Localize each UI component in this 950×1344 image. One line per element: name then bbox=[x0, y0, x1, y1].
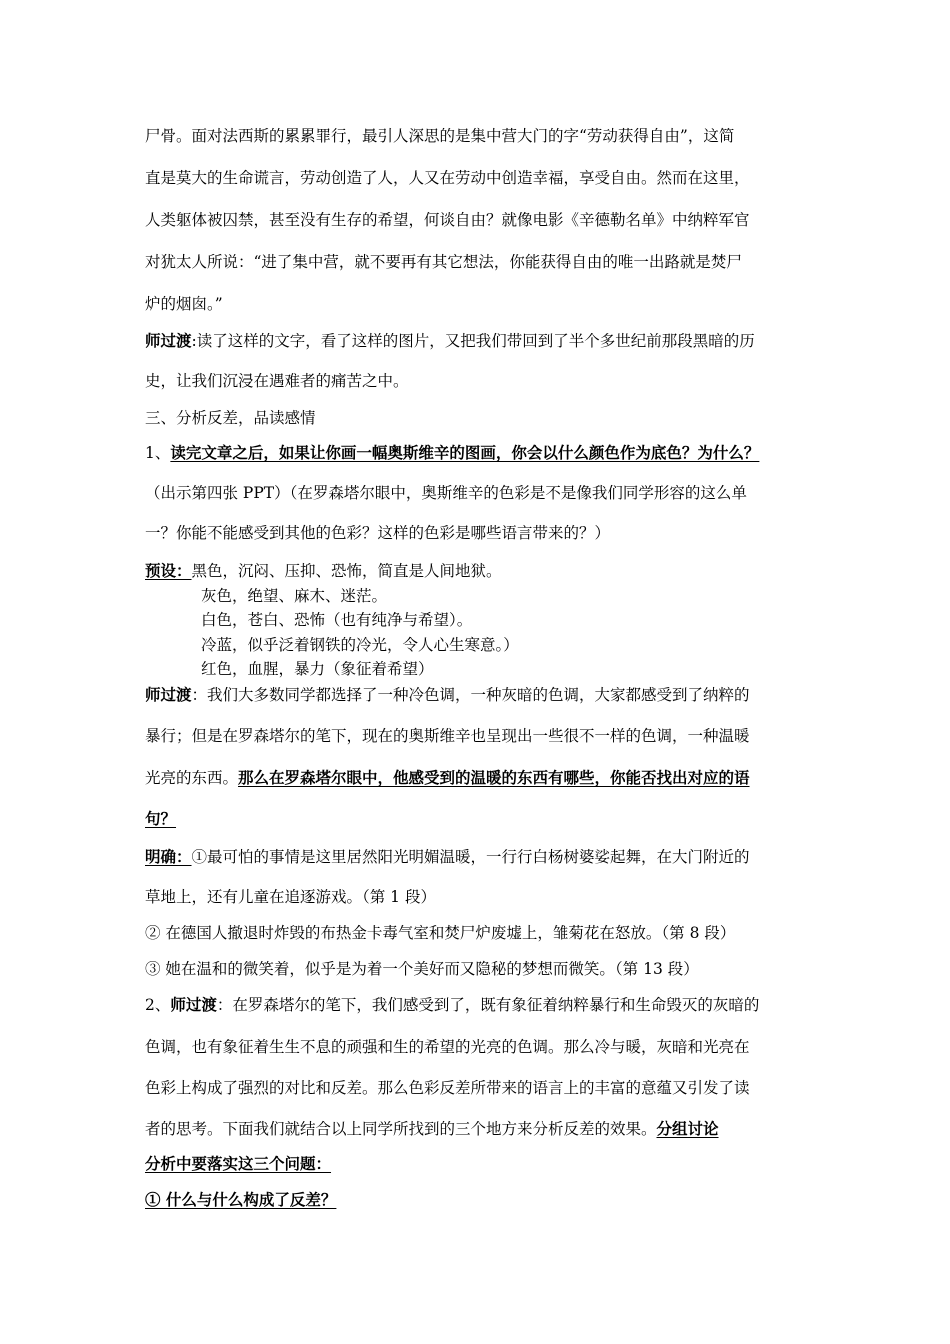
section-heading: 三、分析反差，品读感情 bbox=[145, 409, 316, 427]
preset-item: 灰色，绝望、麻木、迷茫。 bbox=[201, 587, 388, 605]
text-line: 对犹太人所说：“进了集中营，就不要再有其它想法，你能获得自由的唯一出路就是焚尸 bbox=[145, 253, 742, 271]
question-text: 读完文章之后，如果让你画一幅奥斯维辛的图画，你会以什么颜色作为底色？为什么？ bbox=[170, 443, 760, 462]
preset-label: 预设： bbox=[145, 561, 192, 580]
text-line: 色调，也有象征着生生不息的顽强和生的希望的光亮的色调。那么冷与暖，灰暗和光亮在 bbox=[145, 1038, 750, 1056]
clarify-line bbox=[145, 846, 810, 868]
text-line bbox=[145, 1189, 810, 1211]
transition-text: :读了这样的文字，看了这样的图片，又把我们带回到了半个多世纪前那段黑暗的历 bbox=[191, 332, 755, 350]
group-discussion: 分组讨论 bbox=[656, 1119, 719, 1138]
text-line bbox=[145, 1118, 810, 1140]
text-span: 光亮的东西。 bbox=[145, 769, 239, 787]
text-line: ② 在德国人撤退时炸毁的布热金卡毒气室和焚尸炉废墟上，雏菊花在怒放。（第 8 段） bbox=[145, 924, 736, 942]
question-line bbox=[145, 442, 810, 464]
preset-item: 黑色，沉闷、压抑、恐怖，简直是人间地狱。 bbox=[191, 562, 502, 580]
text-line: 暴行；但是在罗森塔尔的笔下，现在的奥斯维辛也呈现出一些很不一样的色调，一种温暖 bbox=[145, 727, 750, 745]
text-line: 草地上，还有儿童在追逐游戏。（第 1 段） bbox=[145, 888, 436, 906]
question-line bbox=[145, 994, 810, 1016]
transition-label: 师过渡 bbox=[170, 995, 217, 1014]
question-number: 2、 bbox=[145, 996, 171, 1014]
text-line: ③ 她在温和的微笑着，似乎是为着一个美好而又隐秘的梦想而微笑。（第 13 段） bbox=[145, 960, 699, 978]
text-line: 尸骨。面对法西斯的累累罪行，最引人深思的是集中营大门的字“劳动获得自由”，这简 bbox=[145, 127, 735, 145]
text-line: 色彩上构成了强烈的对比和反差。那么色彩反差所带来的语言上的丰富的意蕴又引发了读 bbox=[145, 1079, 750, 1097]
text-line: 炉的烟囱。” bbox=[145, 295, 223, 313]
transition-text: ：我们大多数同学都选择了一种冷色调，一种灰暗的色调，大家都感受到了纳粹的 bbox=[191, 686, 750, 704]
text-line: 一？你能不能感受到其他的色彩？这样的色彩是哪些语言带来的？） bbox=[145, 524, 611, 542]
transition-text: ：在罗森塔尔的笔下，我们感受到了，既有象征着纳粹暴行和生命毁灭的灰暗的 bbox=[216, 996, 760, 1014]
text-line: 人类躯体被囚禁，甚至没有生存的希望，何谈自由？就像电影《辛德勒名单》中纳粹军官 bbox=[145, 211, 750, 229]
text-line bbox=[145, 1153, 810, 1175]
question-number: 1、 bbox=[145, 444, 171, 462]
text-span: 者的思考。下面我们就结合以上同学所找到的三个地方来分析反差的效果。 bbox=[145, 1120, 657, 1138]
preset-item: 红色，血腥，暴力（象征着希望） bbox=[201, 660, 434, 678]
emphasis-line: ① 什么与什么构成了反差？ bbox=[145, 1190, 337, 1209]
clarify-label: 明确： bbox=[145, 847, 192, 866]
transition-label: 师过渡 bbox=[145, 331, 192, 350]
transition-line bbox=[145, 684, 810, 706]
text-line: 直是莫大的生命谎言，劳动创造了人，人又在劳动中创造幸福，享受自由。然而在这里， bbox=[145, 169, 750, 187]
emphasis-question: 句？ bbox=[145, 809, 177, 828]
text-line: 史，让我们沉浸在遇难者的痛苦之中。 bbox=[145, 372, 409, 390]
preset-item: 冷蓝，似乎泛着钢铁的冷光，令人心生寒意。） bbox=[201, 636, 519, 654]
text-line bbox=[145, 767, 810, 789]
preset-line bbox=[145, 560, 810, 582]
emphasis-question: 那么在罗森塔尔眼中，他感受到的温暖的东西有哪些，你能否找出对应的语 bbox=[238, 768, 750, 787]
text-line bbox=[145, 808, 810, 830]
text-line: （出示第四张 PPT）（在罗森塔尔眼中，奥斯维辛的色彩是不是像我们同学形容的这么单 bbox=[145, 484, 747, 502]
clarify-text: ①最可怕的事情是这里居然阳光明媚温暖，一行行白杨树婆娑起舞，在大门附近的 bbox=[191, 848, 750, 866]
emphasis-line: 分析中要落实这三个问题： bbox=[145, 1154, 332, 1173]
transition-label: 师过渡 bbox=[145, 685, 192, 704]
transition-line bbox=[145, 330, 810, 352]
preset-item: 白色，苍白、恐怖（也有纯净与希望）。 bbox=[201, 611, 473, 629]
